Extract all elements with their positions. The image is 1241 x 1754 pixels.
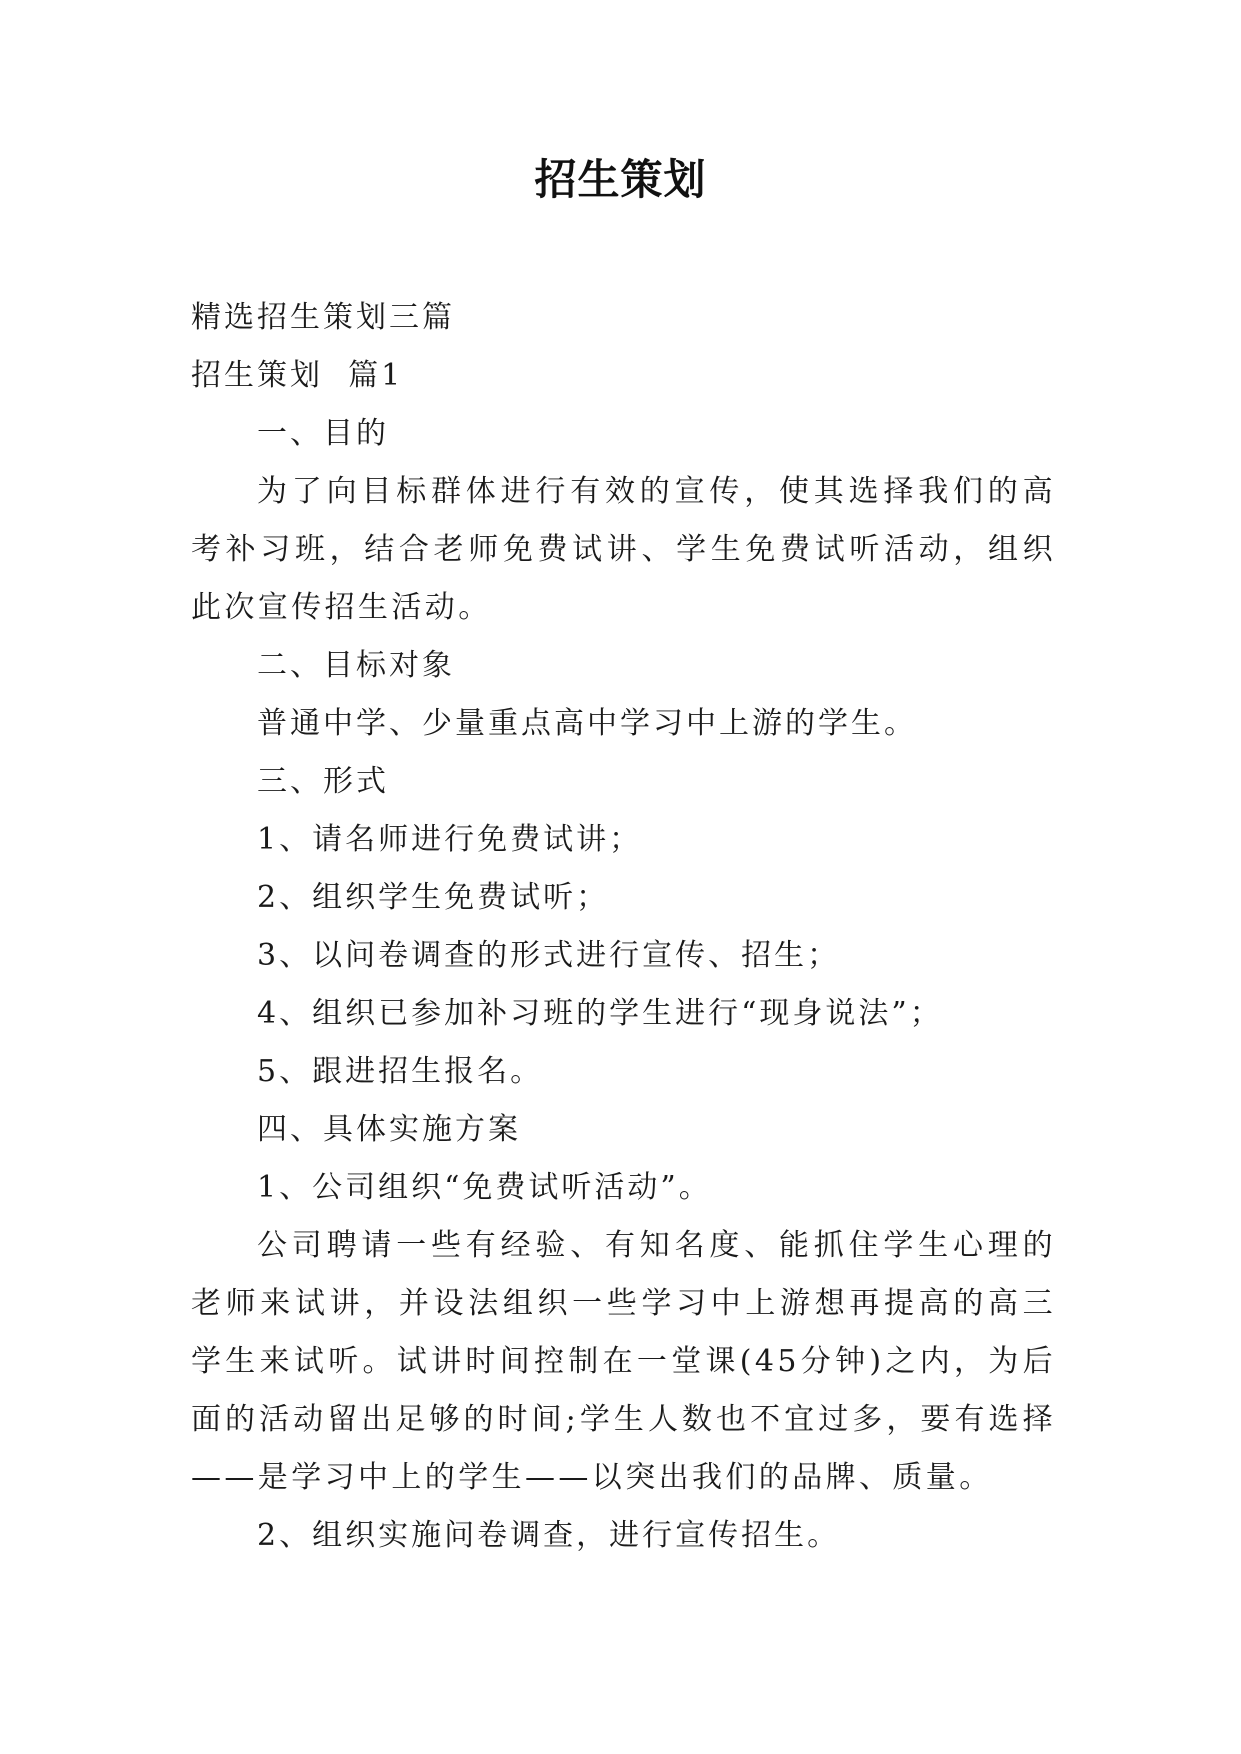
- list-item: 4、组织已参加补习班的学生进行“现身说法”；: [257, 996, 943, 1031]
- document-body: [191, 289, 1056, 1565]
- list-item: 2、组织学生免费试听；: [257, 880, 610, 915]
- section-heading-target: 二、目标对象: [257, 648, 455, 683]
- section-paragraph-purpose: 为了向目标群体进行有效的宣传，使其选择我们的高考补习班，结合老师免费试讲、学生免费试听活动，组织此次宣传招生活动。: [191, 474, 1056, 625]
- plan-item-1: 1、公司组织“免费试听活动”。: [257, 1170, 712, 1205]
- section-paragraph-plan: 公司聘请一些有经验、有知名度、能抓住学生心理的老师来试讲，并设法组织一些学习中上游想再提高的高三学生来试听。试讲时间控制在一堂课(45分钟)之内，为后面的活动留出足够的时间;学生人数也不宜过多，要有选择——是学习中上的学生——以突出我们的品牌、质量。: [191, 1228, 1056, 1495]
- document-subtitle: 精选招生策划三篇: [191, 300, 455, 335]
- section-paragraph-target: 普通中学、少量重点高中学习中上游的学生。: [257, 706, 917, 741]
- section-heading-format: 三、形式: [257, 764, 389, 799]
- section-heading-plan: 四、具体实施方案: [257, 1112, 521, 1147]
- list-item: 5、跟进招生报名。: [257, 1054, 544, 1089]
- plan-item-2: 2、组织实施问卷调查，进行宣传招生。: [257, 1518, 841, 1553]
- part-heading: 招生策划 篇1: [191, 358, 404, 393]
- document-title: 招生策划: [534, 155, 707, 204]
- list-item: 1、请名师进行免费试讲；: [257, 822, 643, 857]
- list-item: 3、以问卷调查的形式进行宣传、招生；: [257, 938, 841, 973]
- section-heading-purpose: 一、目的: [257, 416, 389, 451]
